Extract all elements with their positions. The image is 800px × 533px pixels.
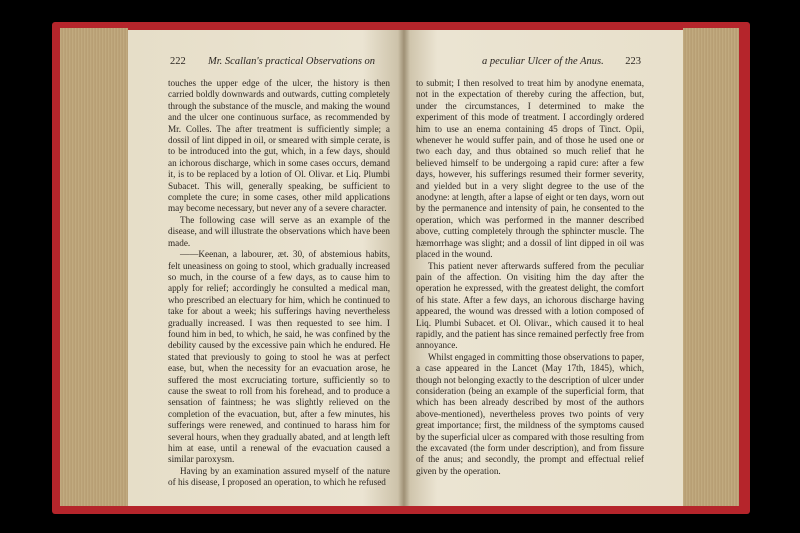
paragraph: Whilst engaged in committing those observations to paper, a case appeared in the Lancet (May 17th, 1845), which, though not belonging exactly to the description of ulcer under consideration (being an example of the superficial form, that which has been already described by most of the authors above-mentioned), nevertheless proves two points of very great importance; first, the mildness of the symptoms caused by the superficial ulcer as compared with those resulting from the excavated (the form under description), and from fissure of the anus; and secondly, the prompt and effectual relief given by the operation. bbox=[416, 351, 645, 476]
left-page-number: 222 bbox=[170, 56, 186, 67]
left-page bbox=[128, 30, 404, 506]
right-page-body bbox=[416, 78, 644, 477]
paragraph: ——Keenan, a labourer, æt. 30, of abstemious habits, felt uneasiness on going to stool, which gradually increased so much, in the course of a few days, as to cause him to apply for relief; accordingly he consulted a medical man, who prescribed an electuary for him, which he continued to take for about a week; his sufferings having nevertheless gradually increased. I was then requested to see him. I found him in bed, to which, he said, he was confined by the debility caused by the excessive pain which he endured. He stated that previously to going to stool he was at perfect ease, but, when the necessity for an evacuation arose, he suffered the most excruciating torture, sufficiently so to cause the sweat to roll from his forehead, and to produce a sensation of faintness; he was slightly relieved on the completion of the evacuation, but, after a few minutes, his sufferings were renewed, and continued to harass him for several hours, when they gradually abated, and at length left him at ease, until a renewal of the evacuation caused a similar paroxysm. bbox=[168, 249, 390, 465]
left-page-edges bbox=[60, 28, 128, 506]
right-running-title: a peculiar Ulcer of the Anus. bbox=[482, 56, 604, 67]
right-page bbox=[404, 30, 683, 506]
left-page-body bbox=[168, 78, 390, 489]
paragraph: touches the upper edge of the ulcer, the history is then carried boldly downwards and outwards, cutting completely through the substance of the muscle, and making the wound and the ulcer one continuous surface, as recommended by Mr. Colles. The after treatment is sufficiently simple; a dossil of lint dipped in oil, or smeared with simple cerate, is to be introduced into the gut, which, in a few days, should an ichorous discharge, which in some cases occurs, demand it, is to be replaced by a lotion of Ol. Olivar. et Liq. Plumbi Subacet. This will, generally speaking, be sufficient to complete the cure; in some cases, other mild applications may become necessary, but never any of a severe character. bbox=[168, 78, 390, 214]
paragraph: The following case will serve as an example of the disease, and will illustrate the observations which have been made. bbox=[168, 214, 390, 248]
paragraph: Having by an examination assured myself of the nature of his disease, I proposed an operation, to which he refused bbox=[168, 465, 390, 488]
right-page-edges bbox=[683, 28, 739, 506]
left-running-title: Mr. Scallan's practical Observations on bbox=[208, 56, 376, 67]
paragraph: to submit; I then resolved to treat him by anodyne enemata, not in the expectation of thereby curing the affection, but, under the circumstances, I determined to make the experiment of this mode of treatment. I accordingly ordered him to use an enema containing 45 drops of Tinct. Opii, whenever he would suffer pain, and of those he used one or two each day, and thus obtained so much relief that he believed himself to be undergoing a rapid cure: after a few days, however, his sufferings resumed their former severity, and yielded but in a very slight degree to the use of the anodyne: at length, after a lapse of eight or ten days, worn out by the permanence and intensity of pain, he consented to the operation, which was performed in the manner described above, cutting completely through the sphincter muscle. The hæmorrhage was slight; and a dossil of lint dipped in oil was placed in the wound. bbox=[416, 78, 644, 260]
right-page-number: 223 bbox=[625, 56, 641, 67]
book-gutter bbox=[398, 30, 410, 506]
paragraph: This patient never afterwards suffered from the peculiar pain of the affection. On visiting him the day after the operation he expressed, with the greatest delight, the comfort of his state. After a few days, an ichorous discharge having appeared, the wound was dressed with a lotion composed of Liq. Plumbi Subacet. et Ol. Olivar., which caused it to heal rapidly, and the patient has since remained perfectly free from annoyance. bbox=[416, 260, 644, 351]
